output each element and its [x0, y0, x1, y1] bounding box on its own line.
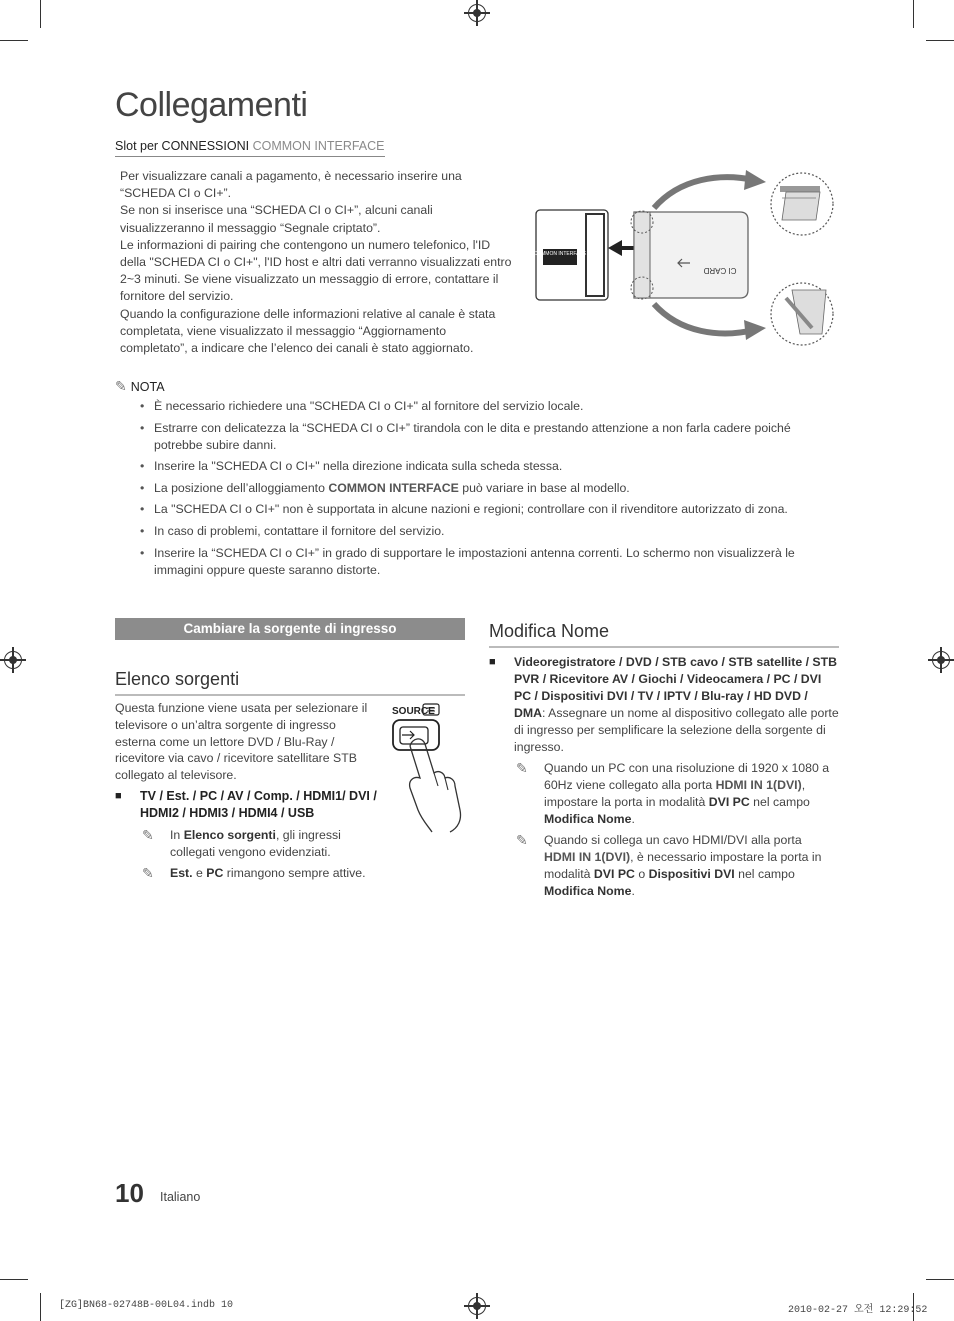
note-bold: PC: [206, 866, 224, 880]
elenco-heading: Elenco sorgenti: [115, 669, 465, 696]
footer-timestamp: 2010-02-27 오전 12:29:52: [788, 1305, 928, 1316]
elenco-note-1: [142, 827, 380, 861]
note-text: .: [631, 812, 635, 826]
note-bold: HDMI IN 1(DVI): [715, 778, 802, 792]
intro-text: [120, 168, 512, 357]
intro-paragraph: Se non si inserisce una “SCHEDA CI o CI+”, alcuni canali visualizzeranno il messaggio “Segnale criptato”.: [120, 203, 433, 235]
note-text: , gli ingressi collegati vengono evidenziati.: [170, 828, 341, 859]
list-item-text: La posizione dell’alloggiamento: [154, 480, 329, 495]
note-text: nel campo: [749, 795, 810, 809]
list-item-bold: COMMON INTERFACE: [328, 480, 459, 495]
square-bullet-icon: ■: [489, 656, 496, 668]
nota-heading: [115, 378, 165, 395]
list-item: • La "SCHEDA CI o CI+" non è supportata in alcune nazioni e regioni; controllare con il rivenditore autorizzato di zona.: [140, 501, 840, 518]
crop-mark: [913, 0, 914, 28]
pencil-note-icon: ✎: [142, 865, 154, 881]
pencil-note-icon: ✎: [142, 827, 154, 843]
slot-heading-prefix: Slot per CONNESSIONI: [115, 139, 250, 153]
page-number: 10: [115, 1178, 144, 1208]
intro-paragraph: Per visualizzare canali a pagamento, è necessario inserire una “SCHEDA CI o CI+”.: [120, 169, 462, 201]
note-text: In: [170, 828, 184, 842]
list-item: [140, 480, 840, 497]
modifica-item-bold: Videoregistratore / DVD / STB cavo / STB satellite / STB PVR / Ricevitore AV / Giochi / Videocamera / PC / DVI PC / Dispositivi DVI / TV / IPTV / Blu-ray / HD DVD / DMA: [514, 655, 837, 720]
page-language: Italiano: [160, 1190, 201, 1204]
note-bold: DVI PC: [708, 795, 750, 809]
footer-file-info: [ZG]BN68-02748B-00L04.indb 10: [59, 1300, 234, 1311]
note-text: .: [631, 884, 635, 898]
ci-card-label: CI CARD: [703, 266, 737, 275]
note-text: o: [634, 867, 649, 881]
note-text: rimangono sempre attive.: [223, 866, 366, 880]
ci-card-illustration: [530, 168, 840, 353]
section-bar: Cambiare la sorgente di ingresso: [115, 618, 465, 640]
nota-label: NOTA: [130, 380, 165, 394]
modifica-item: [514, 654, 840, 756]
modifica-item-text: : Assegnare un nome al dispositivo collegato alle porte di ingresso per semplificare la selezione della sorgente di ingresso.: [514, 706, 839, 754]
crop-mark: [40, 1293, 41, 1321]
slot-heading-suffix: COMMON INTERFACE: [252, 139, 385, 153]
note-bold: Elenco sorgenti: [183, 828, 276, 842]
pencil-note-icon: ✎: [115, 378, 127, 394]
elenco-text: Questa funzione viene usata per selezionare il televisore o un’altra sorgente di ingresso esterna come un lettore DVD / Blu-Ray / ricevitore via cavo / ricevitore satellitare STB collegato al televisore.: [115, 701, 368, 783]
page-title: Collegamenti: [115, 86, 308, 124]
source-label: SOURCE: [392, 706, 435, 717]
pencil-note-icon: ✎: [516, 760, 528, 776]
source-button-illustration: [388, 698, 468, 833]
modifica-note-2: [516, 832, 834, 900]
note-text: , è necessario impostare la porta in modalità: [544, 850, 822, 881]
slot-heading: [115, 139, 385, 157]
square-bullet-icon: ■: [115, 790, 122, 802]
note-text: Quando si collega un cavo HDMI/DVI alla porta: [544, 833, 802, 847]
note-bold: Modifica Nome: [544, 812, 632, 826]
note-text: , impostare la porta in modalità: [544, 778, 806, 809]
crop-mark: [0, 1279, 28, 1280]
modifica-heading: Modifica Nome: [489, 621, 839, 648]
note-bold: Est.: [170, 866, 193, 880]
common-interface-label: COMMON INTERFACE: [533, 251, 587, 257]
modifica-note-1: [516, 760, 840, 828]
list-item: • In caso di problemi, contattare il fornitore del servizio.: [140, 523, 840, 540]
registration-mark-icon: [468, 1297, 486, 1315]
list-item-text: può variare in base al modello.: [458, 480, 630, 495]
elenco-note-2: [142, 865, 390, 882]
note-bold: HDMI IN 1(DVI): [544, 850, 631, 864]
source-list-item: TV / Est. / PC / AV / Comp. / HDMI1/ DVI / HDMI2 / HDMI3 / HDMI4 / USB: [140, 789, 377, 820]
crop-mark: [40, 0, 41, 28]
list-item: • Inserire la "SCHEDA CI o CI+" nella direzione indicata sulla scheda stessa.: [140, 458, 840, 475]
intro-paragraph: Quando la configurazione delle informazioni relative al canale è stata completata, viene visualizzato il messaggio “Aggiornamento completato”, a indicare che l’elenco dei canali è stato aggiornato.: [120, 306, 496, 356]
pencil-note-icon: ✎: [516, 832, 528, 848]
crop-mark: [0, 40, 28, 41]
registration-mark-icon: [468, 4, 486, 22]
note-bold: Dispositivi DVI: [648, 867, 735, 881]
crop-mark: [926, 1279, 954, 1280]
list-item: • Estrarre con delicatezza la “SCHEDA CI o CI+” tirandola con le dita e prestando attenzione a non farla cadere poiché potrebbe subire danni.: [140, 420, 840, 454]
list-item: • È necessario richiedere una "SCHEDA CI o CI+" al fornitore del servizio locale.: [140, 398, 840, 415]
note-bold: DVI PC: [593, 867, 635, 881]
note-text: Quando un PC con una risoluzione di 1920 x 1080 a 60Hz viene collegato alla porta: [544, 761, 830, 792]
note-text: nel campo: [734, 867, 795, 881]
nota-list: [140, 398, 840, 583]
note-bold: Modifica Nome: [544, 884, 632, 898]
registration-mark-icon: [4, 651, 22, 669]
list-item: • Inserire la “SCHEDA CI o CI+” in grado di supportare le impostazioni antenna correnti. Lo schermo non visualizzerà le immagini oppure queste saranno distorte.: [140, 545, 840, 579]
note-text: e: [192, 866, 207, 880]
intro-paragraph: Le informazioni di pairing che contengono un numero telefonico, l'ID della "SCHEDA CI o CI+", l'ID host e altri dati verranno visualizzati entro 2~3 minuti. Se viene visualizzato un messaggio di errore, contattare il fornitore del servizio.: [120, 237, 512, 304]
registration-mark-icon: [932, 651, 950, 669]
crop-mark: [926, 40, 954, 41]
